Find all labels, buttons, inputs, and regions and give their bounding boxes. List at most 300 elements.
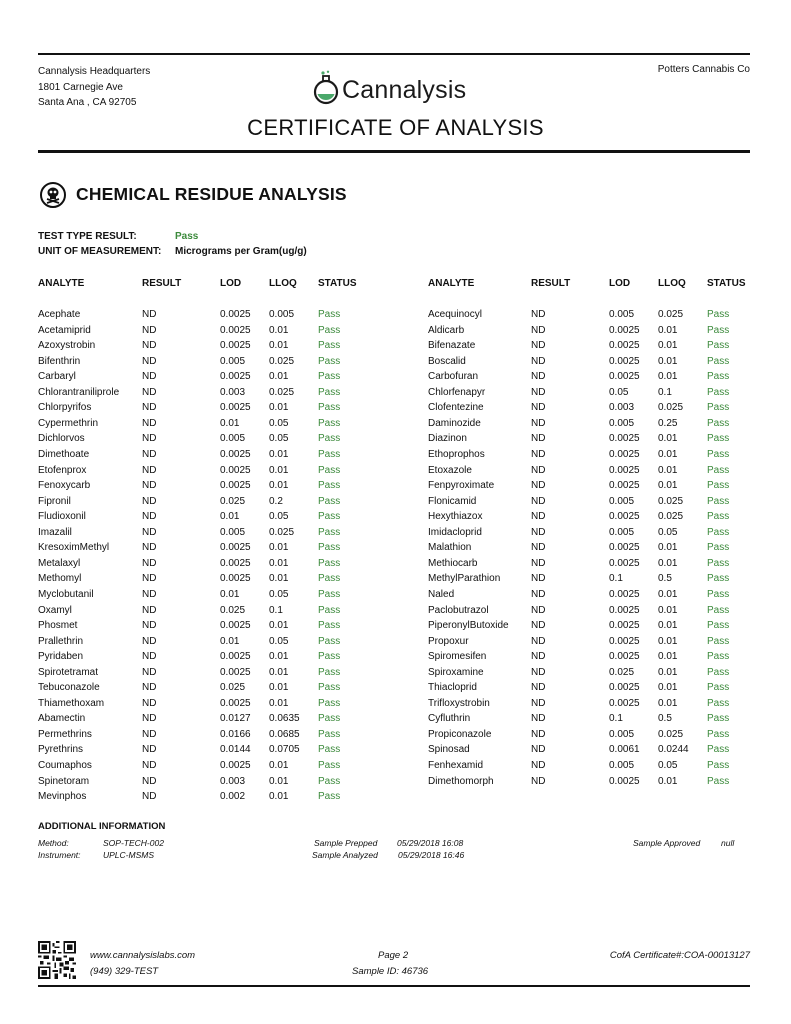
cell-lloq: 0.01: [269, 573, 289, 585]
cell-status: Pass: [707, 635, 730, 647]
cell-lod: 0.0025: [220, 620, 251, 631]
cell-status: Pass: [318, 620, 341, 631]
cell-analyte: PiperonylButoxide: [428, 620, 509, 631]
cell-lod: 0.005: [609, 309, 635, 320]
cell-lloq: 0.01: [269, 449, 289, 460]
cell-analyte: Thiamethoxam: [38, 697, 105, 709]
cell-status: Pass: [707, 480, 730, 492]
cell-lod: 0.0025: [220, 402, 251, 414]
col-header-lloq: LLOQ: [269, 278, 297, 289]
cell-lod: 0.0127: [220, 713, 251, 725]
cell-result: ND: [531, 542, 546, 554]
cell-analyte: Fenpyroximate: [428, 480, 495, 492]
cell-lod: 0.0025: [609, 604, 640, 616]
cell-status: Pass: [318, 480, 341, 492]
cell-lod: 0.0025: [220, 480, 251, 492]
cell-lod: 0.0025: [220, 542, 251, 554]
cell-lloq: 0.01: [269, 480, 289, 492]
cell-result: ND: [142, 309, 157, 320]
cell-status: Pass: [318, 386, 341, 398]
cell-lloq: 0.025: [269, 386, 295, 398]
cell-lloq: 0.01: [658, 433, 678, 445]
cell-result: ND: [142, 371, 157, 383]
cell-result: ND: [531, 340, 546, 352]
cell-analyte: Ethoprophos: [428, 449, 485, 460]
footer-sample-id: Sample ID: 46736: [352, 966, 429, 977]
col-header-analyte: ANALYTE: [38, 278, 85, 289]
instrument-value: UPLC-MSMS: [103, 850, 155, 860]
cell-analyte: Aldicarb: [428, 324, 465, 336]
cell-result: ND: [531, 433, 546, 445]
cell-lod: 0.005: [220, 526, 246, 538]
cell-result: ND: [142, 542, 157, 554]
cell-status: Pass: [707, 775, 730, 787]
cell-status: Pass: [707, 371, 730, 383]
cell-result: ND: [531, 760, 546, 771]
cell-analyte: Paclobutrazol: [428, 604, 489, 616]
cell-status: Pass: [707, 340, 730, 352]
cell-status: Pass: [707, 402, 730, 414]
cell-analyte: MethylParathion: [428, 573, 501, 585]
cell-lloq: 0.01: [269, 775, 289, 787]
cell-lod: 0.0025: [220, 557, 251, 569]
test-type-value: Pass: [175, 231, 199, 242]
cell-status: Pass: [318, 635, 341, 647]
cell-lloq: 0.025: [269, 355, 295, 367]
cell-lod: 0.0025: [609, 697, 640, 709]
cell-status: Pass: [707, 697, 730, 709]
cell-result: ND: [142, 495, 157, 507]
cell-analyte: Trifloxystrobin: [428, 697, 490, 709]
cell-result: ND: [142, 511, 157, 523]
cell-analyte: Myclobutanil: [38, 588, 94, 600]
footer-page-number: Page 2: [378, 950, 409, 961]
lab-address-line2: Santa Ana , CA 92705: [38, 97, 137, 108]
cell-lloq: 0.01: [269, 760, 289, 771]
cell-result: ND: [531, 355, 546, 367]
cell-lod: 0.0025: [609, 480, 640, 492]
cell-result: ND: [142, 588, 157, 600]
cell-status: Pass: [707, 651, 730, 663]
cell-analyte: Pyrethrins: [38, 744, 84, 756]
cell-status: Pass: [318, 775, 341, 787]
cell-status: Pass: [318, 324, 341, 336]
cell-result: ND: [142, 464, 157, 476]
cell-status: Pass: [707, 542, 730, 554]
cell-lloq: 0.01: [658, 324, 678, 336]
cell-result: ND: [142, 682, 157, 694]
cell-lod: 0.005: [609, 728, 635, 740]
cell-status: Pass: [318, 371, 341, 383]
cell-status: Pass: [707, 682, 730, 694]
cell-lloq: 0.25: [658, 417, 678, 429]
cell-lloq: 0.01: [658, 635, 678, 647]
cell-result: ND: [142, 386, 157, 398]
cell-analyte: Etofenprox: [38, 464, 87, 476]
section-title: CHEMICAL RESIDUE ANALYSIS: [76, 184, 347, 204]
additional-info-title: ADDITIONAL INFORMATION: [38, 821, 166, 832]
cell-result: ND: [531, 309, 546, 320]
cell-analyte: Fenoxycarb: [38, 480, 91, 492]
cell-lloq: 0.01: [658, 557, 678, 569]
cell-lod: 0.0025: [609, 324, 640, 336]
cell-result: ND: [142, 526, 157, 538]
cell-analyte: Dimethoate: [38, 449, 90, 460]
cell-lod: 0.0166: [220, 728, 251, 740]
cell-result: ND: [142, 775, 157, 787]
cell-lloq: 0.05: [269, 417, 289, 429]
cell-lloq: 0.1: [658, 386, 672, 398]
cell-lod: 0.01: [220, 588, 240, 600]
cell-analyte: Bifenthrin: [38, 355, 81, 367]
col-header-status: STATUS: [707, 278, 746, 289]
cell-lod: 0.003: [220, 386, 246, 398]
cell-result: ND: [142, 433, 157, 445]
cell-result: ND: [531, 604, 546, 616]
cell-analyte: Cyfluthrin: [428, 713, 471, 725]
lab-address-line1: 1801 Carnegie Ave: [38, 81, 123, 93]
cell-analyte: Fenhexamid: [428, 760, 484, 771]
cell-result: ND: [142, 651, 157, 663]
cell-analyte: Fludioxonil: [38, 511, 86, 523]
cell-lloq: 0.01: [658, 682, 678, 694]
cell-result: ND: [531, 666, 546, 678]
cell-status: Pass: [318, 791, 341, 802]
cell-analyte: Carbaryl: [38, 371, 76, 383]
cell-lloq: 0.025: [658, 402, 684, 414]
cell-lod: 0.0025: [609, 433, 640, 445]
method-label: Method:: [38, 838, 69, 848]
cell-lloq: 0.025: [658, 511, 684, 523]
cell-analyte: Acephate: [38, 309, 81, 320]
cell-status: Pass: [318, 573, 341, 585]
cell-lod: 0.1: [609, 573, 623, 585]
cell-lloq: 0.01: [269, 464, 289, 476]
logo-wordmark: Cannalysis: [342, 76, 467, 104]
cell-analyte: Fipronil: [38, 495, 71, 507]
cell-analyte: Permethrins: [38, 728, 92, 740]
cell-status: Pass: [707, 324, 730, 336]
cell-status: Pass: [707, 588, 730, 600]
cell-result: ND: [531, 682, 546, 694]
cell-analyte: Phosmet: [38, 620, 78, 631]
cell-analyte: Boscalid: [428, 355, 466, 367]
top-rule: [38, 53, 750, 55]
cell-result: ND: [531, 557, 546, 569]
cell-status: Pass: [318, 760, 341, 771]
cell-lloq: 0.01: [658, 775, 678, 787]
sample-approved-value: null: [721, 838, 735, 848]
cell-result: ND: [142, 449, 157, 460]
cell-result: ND: [531, 697, 546, 709]
cell-status: Pass: [318, 417, 341, 429]
test-type-label: TEST TYPE RESULT:: [38, 231, 137, 242]
cell-lloq: 0.01: [658, 588, 678, 600]
col-header-lloq: LLOQ: [658, 278, 686, 289]
cell-result: ND: [531, 713, 546, 725]
cell-lod: 0.01: [220, 511, 240, 523]
cell-lloq: 0.01: [658, 651, 678, 663]
unit-label: UNIT OF MEASUREMENT:: [38, 246, 162, 257]
cell-analyte: Thiacloprid: [428, 682, 477, 694]
cell-analyte: Propoxur: [428, 635, 469, 647]
cell-analyte: Carbofuran: [428, 371, 479, 383]
cell-lloq: 0.01: [658, 449, 678, 460]
cell-analyte: Imidacloprid: [428, 526, 482, 538]
cell-status: Pass: [707, 620, 730, 631]
cell-analyte: Malathion: [428, 542, 472, 554]
cell-analyte: Acetamiprid: [38, 324, 91, 336]
cell-status: Pass: [318, 666, 341, 678]
cell-result: ND: [142, 666, 157, 678]
cell-lod: 0.0025: [609, 651, 640, 663]
cell-lod: 0.005: [609, 417, 635, 429]
cell-result: ND: [531, 324, 546, 336]
sample-prepped-value: 05/29/2018 16:08: [397, 838, 464, 848]
cell-lod: 0.003: [609, 402, 635, 414]
cell-analyte: Clofentezine: [428, 402, 484, 414]
cell-analyte: Chlorfenapyr: [428, 386, 486, 398]
cell-analyte: Chlorpyrifos: [38, 402, 92, 414]
cell-status: Pass: [318, 651, 341, 663]
cell-lloq: 0.05: [269, 511, 289, 523]
cell-lloq: 0.05: [658, 760, 678, 771]
cell-lloq: 0.2: [269, 495, 283, 507]
cell-result: ND: [531, 588, 546, 600]
cell-analyte: Spirotetramat: [38, 666, 99, 678]
cell-status: Pass: [318, 309, 341, 320]
cell-lod: 0.0025: [609, 682, 640, 694]
cell-result: ND: [531, 464, 546, 476]
cell-lloq: 0.01: [269, 371, 289, 383]
lab-name: Cannalysis Headquarters: [38, 66, 151, 77]
cell-result: ND: [142, 728, 157, 740]
col-header-lod: LOD: [609, 278, 631, 289]
cell-lloq: 0.01: [269, 557, 289, 569]
cell-analyte: Abamectin: [38, 713, 86, 725]
cell-status: Pass: [318, 526, 341, 538]
cell-lloq: 0.01: [269, 324, 289, 336]
cell-analyte: Etoxazole: [428, 464, 472, 476]
cell-analyte: Diazinon: [428, 433, 467, 445]
cell-result: ND: [142, 697, 157, 709]
cell-result: ND: [142, 417, 157, 429]
cell-lloq: 0.05: [269, 588, 289, 600]
cell-result: ND: [531, 651, 546, 663]
cell-result: ND: [531, 620, 546, 631]
cell-lod: 0.005: [609, 760, 635, 771]
cell-lloq: 0.01: [658, 464, 678, 476]
cell-lod: 0.01: [220, 417, 240, 429]
cell-lloq: 0.01: [658, 620, 678, 631]
cell-result: ND: [142, 760, 157, 771]
cell-lloq: 0.01: [269, 340, 289, 352]
cell-result: ND: [531, 449, 546, 460]
cell-analyte: Naled: [428, 588, 455, 600]
cell-result: ND: [531, 728, 546, 740]
cell-result: ND: [531, 744, 546, 756]
cell-lod: 0.005: [220, 355, 246, 367]
cell-result: ND: [531, 417, 546, 429]
cell-analyte: Methiocarb: [428, 557, 478, 569]
cell-result: ND: [531, 573, 546, 585]
cell-result: ND: [531, 775, 546, 787]
cell-status: Pass: [318, 433, 341, 445]
cell-status: Pass: [707, 526, 730, 538]
cell-analyte: Pyridaben: [38, 651, 84, 663]
instrument-label: Instrument:: [38, 850, 81, 860]
cell-analyte: Imazalil: [38, 526, 72, 538]
cell-lod: 0.0025: [220, 371, 251, 383]
cell-result: ND: [142, 744, 157, 756]
cell-result: ND: [142, 791, 157, 802]
cell-analyte: Propiconazole: [428, 728, 492, 740]
cell-lloq: 0.01: [658, 355, 678, 367]
cell-lloq: 0.01: [658, 542, 678, 554]
cell-analyte: Oxamyl: [38, 604, 72, 616]
cell-lod: 0.05: [609, 386, 629, 398]
cell-analyte: KresoximMethyl: [38, 542, 110, 554]
cell-lod: 0.025: [220, 682, 246, 694]
cell-lloq: 0.01: [658, 371, 678, 383]
cell-lod: 0.0025: [609, 464, 640, 476]
cell-lod: 0.0025: [609, 511, 640, 523]
page-title: CERTIFICATE OF ANALYSIS: [247, 115, 544, 140]
cell-lod: 0.01: [220, 635, 240, 647]
cell-status: Pass: [318, 604, 341, 616]
cell-result: ND: [531, 495, 546, 507]
cell-lloq: 0.01: [658, 604, 678, 616]
cell-lod: 0.005: [220, 433, 246, 445]
cell-analyte: Coumaphos: [38, 760, 92, 771]
cell-lod: 0.0144: [220, 744, 251, 756]
cell-status: Pass: [318, 449, 341, 460]
cell-analyte: Bifenazate: [428, 340, 476, 352]
cell-status: Pass: [318, 511, 341, 523]
cell-result: ND: [142, 402, 157, 414]
cell-lloq: 0.05: [658, 526, 678, 538]
cell-lloq: 0.01: [269, 620, 289, 631]
cell-lod: 0.003: [220, 775, 246, 787]
cell-result: ND: [142, 355, 157, 367]
cell-status: Pass: [318, 340, 341, 352]
method-value: SOP-TECH-002: [103, 838, 164, 848]
client-name: Potters Cannabis Co: [657, 64, 750, 75]
cell-lod: 0.0025: [220, 324, 251, 336]
cell-lloq: 0.01: [269, 651, 289, 663]
cell-lod: 0.0025: [609, 557, 640, 569]
footer-website[interactable]: www.cannalysislabs.com: [90, 950, 196, 961]
cell-analyte: Spiroxamine: [428, 666, 484, 678]
cell-status: Pass: [318, 728, 341, 740]
cell-lod: 0.005: [609, 526, 635, 538]
flask-logo-icon: [312, 70, 340, 106]
cell-lod: 0.0025: [220, 309, 251, 320]
cell-status: Pass: [707, 309, 730, 320]
cell-result: ND: [142, 604, 157, 616]
cell-lod: 0.0025: [609, 355, 640, 367]
cell-status: Pass: [707, 760, 730, 771]
cell-result: ND: [531, 511, 546, 523]
cell-lod: 0.025: [220, 604, 246, 616]
cell-status: Pass: [318, 697, 341, 709]
cell-lod: 0.0025: [609, 542, 640, 554]
cell-analyte: Azoxystrobin: [38, 340, 96, 352]
sample-prepped-label: Sample Prepped: [314, 838, 378, 848]
cell-analyte: Dimethomorph: [428, 775, 494, 787]
header-rule: [38, 150, 750, 153]
cell-lloq: 0.01: [658, 697, 678, 709]
cell-result: ND: [142, 573, 157, 585]
cell-status: Pass: [318, 542, 341, 554]
cell-analyte: Chlorantraniliprole: [38, 386, 120, 398]
cell-lloq: 0.01: [269, 542, 289, 554]
cell-status: Pass: [707, 464, 730, 476]
cell-lloq: 0.1: [269, 604, 283, 616]
cell-lloq: 0.01: [269, 791, 289, 802]
cell-status: Pass: [707, 386, 730, 398]
cell-lloq: 0.025: [269, 526, 295, 538]
cell-lloq: 0.05: [269, 635, 289, 647]
col-header-status: STATUS: [318, 278, 357, 289]
skull-crossbones-icon: [40, 182, 66, 208]
cell-analyte: Tebuconazole: [38, 682, 100, 694]
cell-analyte: Acequinocyl: [428, 309, 482, 320]
cell-lloq: 0.025: [658, 309, 684, 320]
col-header-result: RESULT: [142, 278, 182, 289]
cell-lloq: 0.01: [658, 480, 678, 492]
cell-result: ND: [142, 480, 157, 492]
cell-lloq: 0.01: [658, 666, 678, 678]
cell-status: Pass: [707, 449, 730, 460]
cell-lod: 0.1: [609, 713, 623, 725]
cell-result: ND: [142, 340, 157, 352]
cell-lloq: 0.01: [658, 340, 678, 352]
cell-lloq: 0.0685: [269, 728, 300, 740]
cell-lloq: 0.0244: [658, 744, 689, 756]
cell-analyte: Dichlorvos: [38, 433, 85, 445]
cell-lod: 0.025: [220, 495, 246, 507]
cell-lloq: 0.025: [658, 495, 684, 507]
qr-code-icon: [38, 941, 76, 979]
col-header-result: RESULT: [531, 278, 571, 289]
cell-lloq: 0.5: [658, 573, 672, 585]
cell-status: Pass: [318, 744, 341, 756]
cell-lloq: 0.5: [658, 713, 672, 725]
cell-lod: 0.025: [609, 666, 635, 678]
cell-analyte: Flonicamid: [428, 495, 477, 507]
cell-lloq: 0.01: [269, 666, 289, 678]
cell-lloq: 0.025: [658, 728, 684, 740]
cell-analyte: Spiromesifen: [428, 651, 487, 663]
sample-analyzed-value: 05/29/2018 16:46: [398, 850, 465, 860]
cell-lod: 0.0061: [609, 744, 640, 756]
sample-analyzed-label: Sample Analyzed: [312, 850, 378, 860]
cell-lod: 0.0025: [220, 464, 251, 476]
cell-status: Pass: [707, 355, 730, 367]
cell-lloq: 0.01: [269, 697, 289, 709]
cell-analyte: Metalaxyl: [38, 557, 81, 569]
cell-status: Pass: [707, 495, 730, 507]
cell-analyte: Spinetoram: [38, 775, 90, 787]
cell-analyte: Methomyl: [38, 573, 82, 585]
cell-lod: 0.0025: [609, 775, 640, 787]
cell-result: ND: [531, 635, 546, 647]
cell-lloq: 0.0635: [269, 713, 300, 725]
col-header-analyte: ANALYTE: [428, 278, 475, 289]
cell-status: Pass: [318, 495, 341, 507]
cell-analyte: Mevinphos: [38, 791, 87, 802]
